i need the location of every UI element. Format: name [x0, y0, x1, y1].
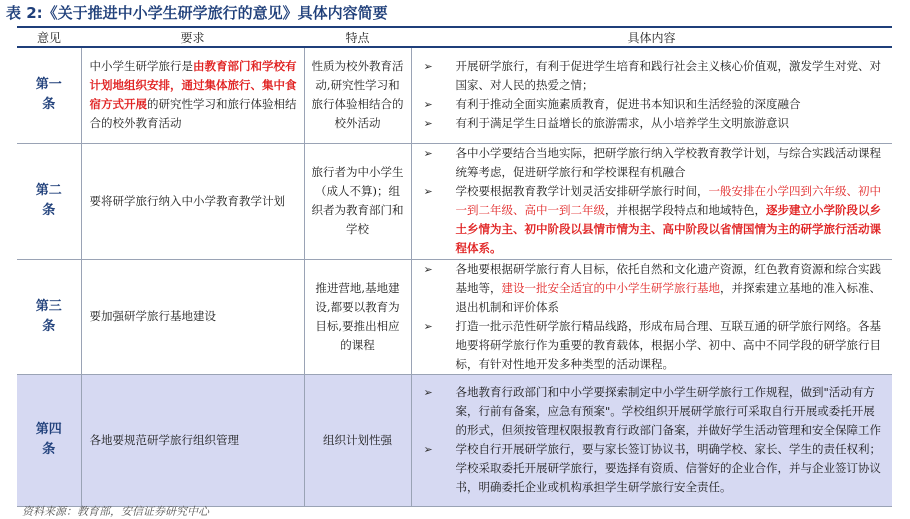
content-highlight: 建设一批安全适宜的中小学生研学旅行基地	[501, 280, 720, 295]
content-item: ➢ 开展研学旅行，有利于促进学生培育和践行社会主义核心价值观，激发学生对党、对国家、对人民的热爱之情；	[418, 57, 883, 95]
requirement-cell	[81, 47, 304, 143]
article-label: 第二条	[17, 143, 81, 259]
feature-cell: 组织计划性强	[304, 374, 411, 506]
article-label: 第一条	[17, 47, 81, 143]
header-article: 意见	[17, 27, 81, 47]
feature-cell: 旅行者为中小学生（成人不算)；组织者为教育部门和学校	[304, 143, 411, 259]
source-note: 资料来源：教育部，安信证券研究中心	[22, 505, 209, 518]
content-highlight: 一般安排在小学四到六年级、初中一到二年级、高中一到二年级	[455, 184, 881, 217]
header-feature: 特点	[304, 27, 411, 47]
content-cell	[411, 47, 892, 143]
content-item: ➢ 有利于满足学生日益增长的旅游需求，从小培养学生文明旅游意识	[418, 114, 883, 133]
table-row	[17, 259, 892, 374]
header-requirement: 要求	[81, 27, 304, 47]
requirement-cell: 各地要规范研学旅行组织管理	[81, 374, 304, 506]
requirement-cell: 要加强研学旅行基地建设	[81, 259, 304, 374]
content-item	[418, 182, 883, 258]
article-label: 第四条	[17, 374, 81, 506]
content-text: 各地要根据研学旅行育人目标，依托自然和文化遗产资源，红色教育资源和综合实践基地等，	[455, 261, 881, 295]
header-content: 具体内容	[411, 27, 892, 47]
content-item: ➢ 有利于推动全面实施素质教育，促进书本知识和生活经验的深度融合	[418, 95, 883, 114]
table-row	[17, 143, 892, 259]
requirement-cell: 要将研学旅行纳入中小学教育教学计划	[81, 143, 304, 259]
policy-table	[17, 26, 892, 507]
article-label: 第三条	[17, 259, 81, 374]
content-item	[418, 260, 883, 317]
content-text: ，并根据学段特点和地域特色，	[605, 203, 766, 217]
header-row	[17, 27, 892, 47]
table-title: 表 2:《关于推进中小学生研学旅行的意见》具体内容简要	[6, 4, 388, 22]
table-row	[17, 374, 892, 506]
content-item: ➢ 各地教育行政部门和中小学要探索制定中小学生研学旅行工作规程，做到"活动有方案，行前有备案，应急有预案"。学校组织开展研学旅行可采取自行开展或委托开展的形式，但须按管理权限报教育行政部门备案，并做好学生活动管理和安全保障工作	[418, 383, 883, 440]
content-item: ➢ 学校自行开展研学旅行，要与家长签订协议书，明确学校、家长、学生的责任权利；学校采取委托开展研学旅行，要选择有资质、信誉好的企业合作，并与企业签订协议书，明确委托企业或机构承担学生研学旅行安全责任。	[418, 440, 883, 497]
table-row	[17, 47, 892, 143]
feature-cell: 性质为校外教育活动,研究性学习和旅行体验相结合的校外活动	[304, 47, 411, 143]
content-text: ，并探索建立基地的准入标准、退出机制和评价体系	[455, 280, 881, 314]
content-cell	[411, 374, 892, 506]
content-highlight: 逐步建立小学阶段以乡土乡情为主、初中阶段以县情市情为主、高中阶段以省情国情为主的研学旅行活动课程体系。	[455, 203, 881, 255]
content-cell	[411, 259, 892, 374]
content-item: ➢ 各中小学要结合当地实际，把研学旅行纳入学校教育教学计划，与综合实践活动课程统筹考虑，促进研学旅行和学校课程有机融合	[418, 144, 883, 182]
content-item: ➢ 打造一批示范性研学旅行精品线路，形成布局合理、互联互通的研学旅行网络。各基地要将研学旅行作为重要的教育载体，根据小学、初中、高中不同学段的研学旅行目标，有针对性地开发多种类型的活动课程。	[418, 317, 883, 374]
content-text: 学校要根据教育教学计划灵活安排研学旅行时间，	[455, 184, 709, 198]
requirement-text: 中小学生研学旅行是	[89, 59, 193, 74]
requirement-text: 的研究性学习和旅行体验相结合的校外教育活动	[89, 97, 297, 131]
content-cell	[411, 143, 892, 259]
feature-cell: 推进营地,基地建设,都要以教育为目标,要推出相应的课程	[304, 259, 411, 374]
requirement-highlight: 由教育部门和学校有计划地组织安排，通过集体旅行、集中食宿方式开展	[89, 59, 297, 112]
